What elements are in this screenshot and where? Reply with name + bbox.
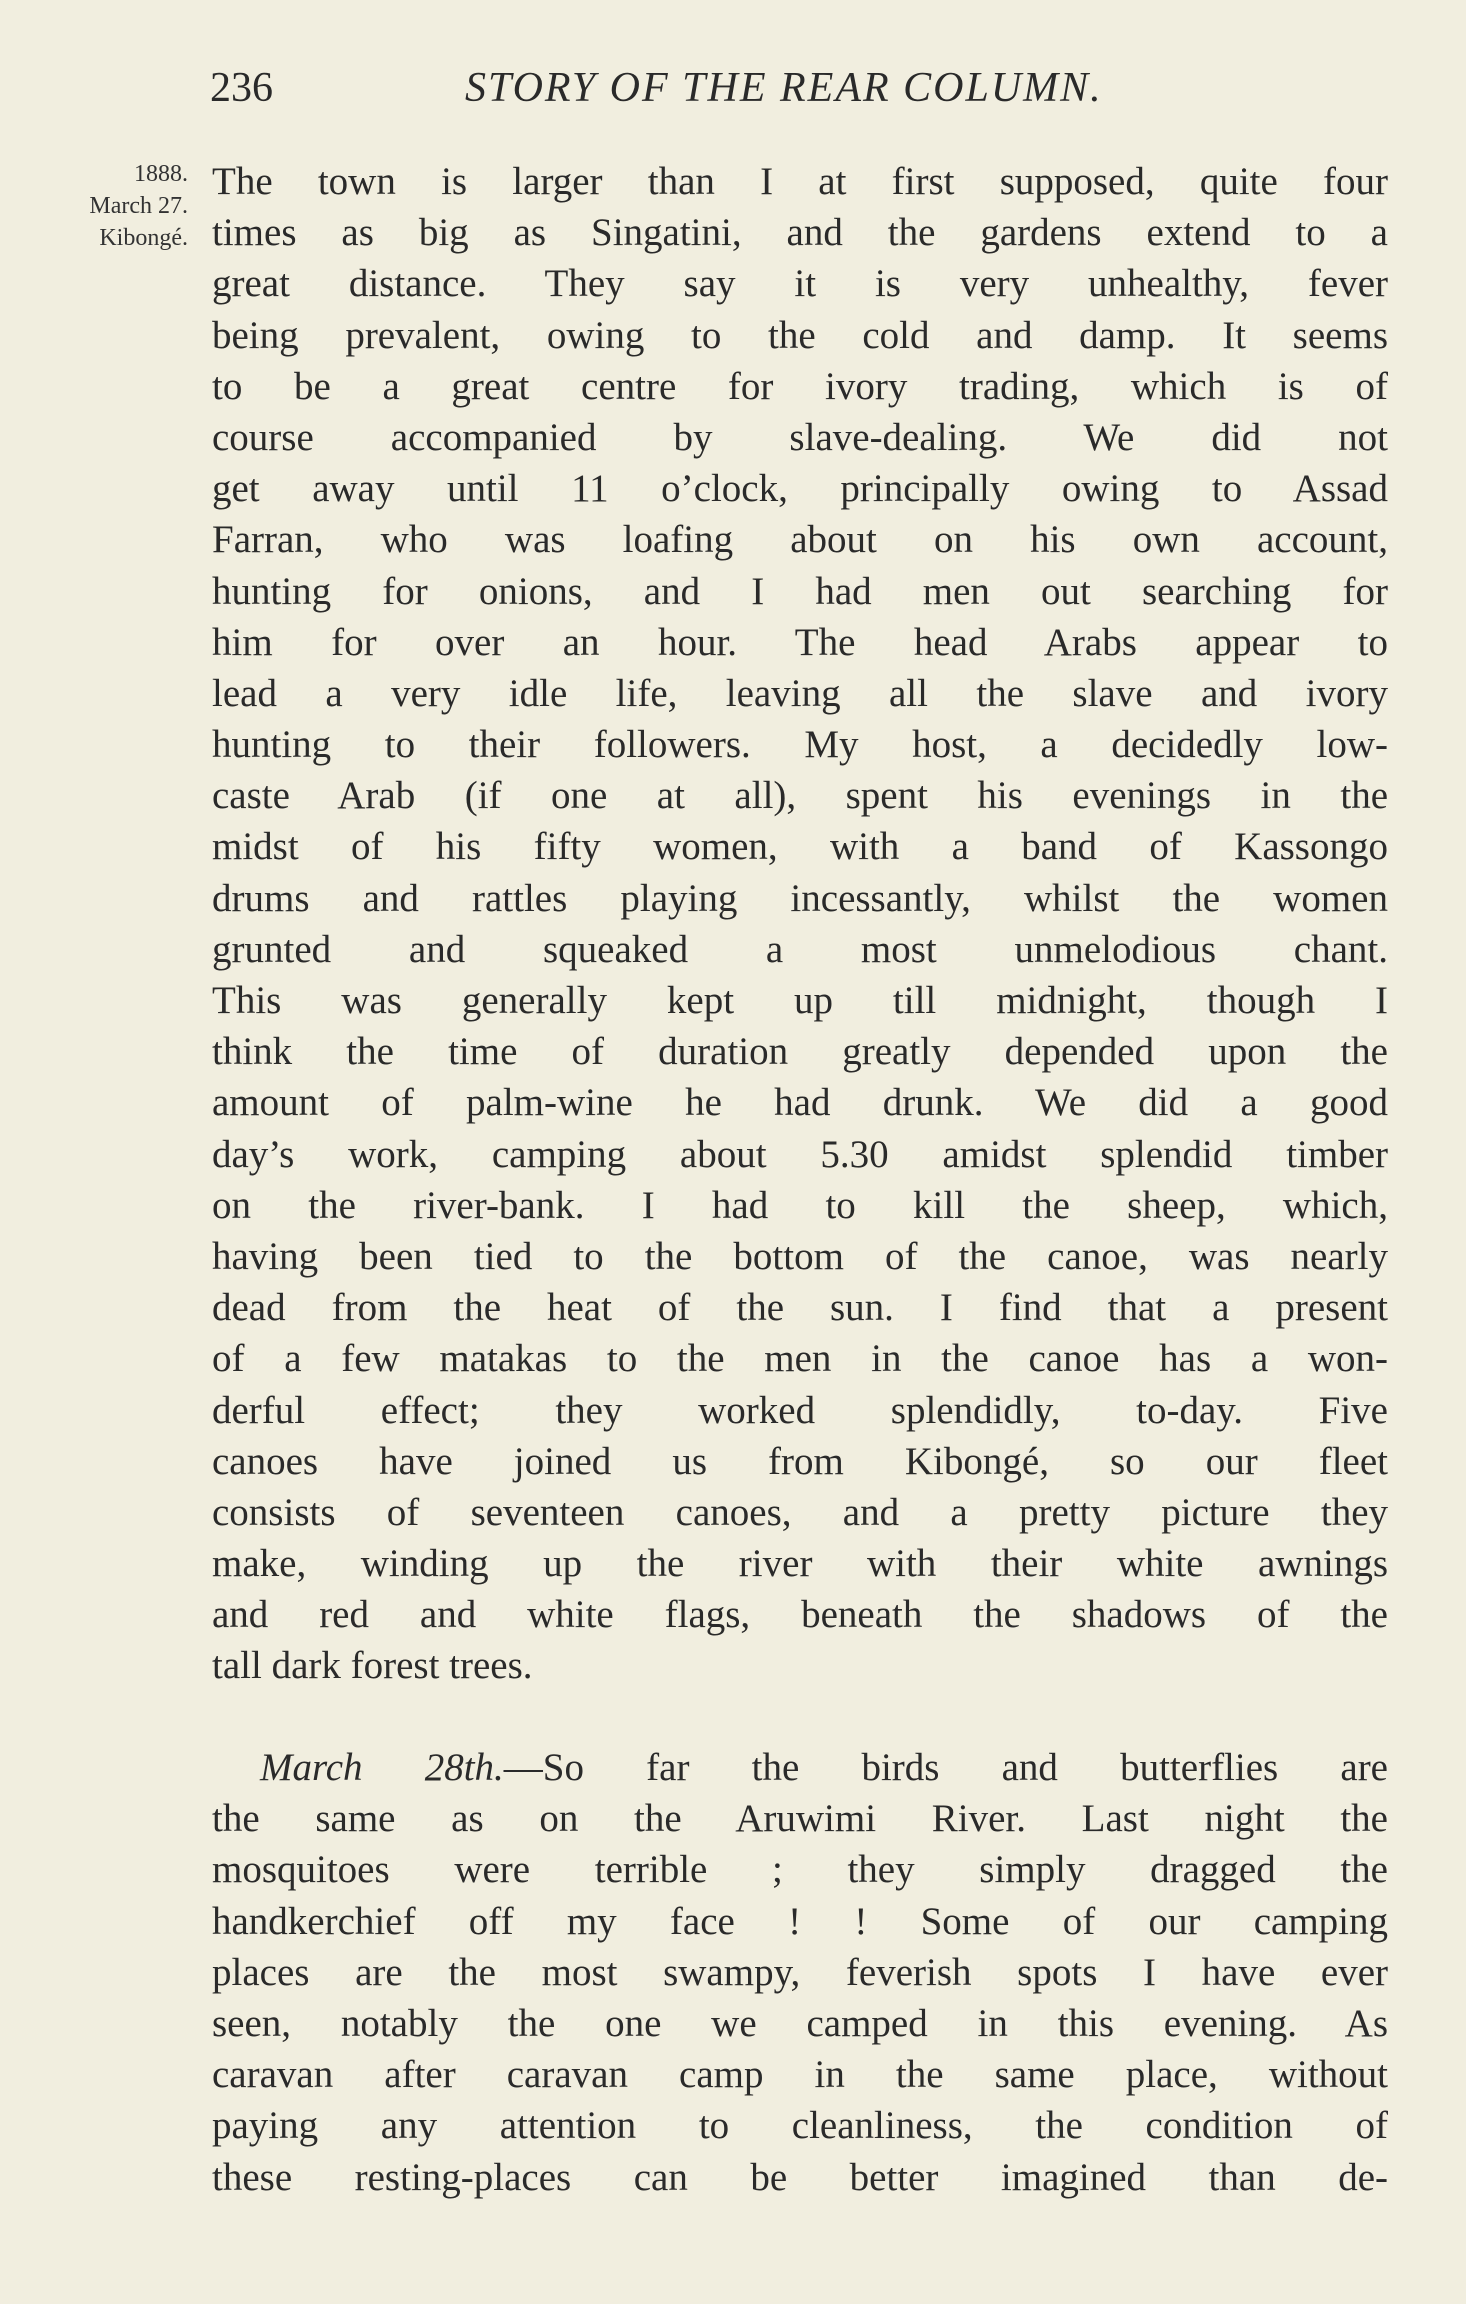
text-line: caste Arab (if one at all), spent his evenings in the — [212, 774, 1388, 818]
text-line: dead from the heat of the sun. I find that a present — [212, 1286, 1388, 1330]
first-line-text: —So far the birds and butterflies are — [503, 1746, 1388, 1789]
text-line: seen, notably the one we camped in this evening. As — [212, 2001, 1388, 2045]
paragraph-2 — [212, 1742, 1388, 2203]
text-line-first — [212, 1742, 1388, 1793]
text-line: get away until 11 o’clock, principally owing to Assad — [212, 467, 1388, 511]
text-line: being prevalent, owing to the cold and damp. It seems — [212, 313, 1388, 357]
running-head — [210, 58, 1390, 118]
text-line: having been tied to the bottom of the canoe, was nearly — [212, 1234, 1388, 1278]
text-line: mosquitoes were terrible ; they simply dragged the — [212, 1848, 1388, 1892]
text-line: lead a very idle life, leaving all the slave and ivory — [212, 671, 1388, 715]
text-line: grunted and squeaked a most unmelodious chant. — [212, 927, 1388, 971]
text-line: midst of his fifty women, with a band of Kassongo — [212, 825, 1388, 869]
text-line: think the time of duration greatly depended upon the — [212, 1030, 1388, 1074]
running-title: STORY OF THE REAR COLUMN. — [465, 65, 1103, 111]
text-line: caravan after caravan camp in the same place, without — [212, 2053, 1388, 2097]
text-line: course accompanied by slave-dealing. We did not — [212, 415, 1388, 459]
text-line: Farran, who was loafing about on his own account, — [212, 518, 1388, 562]
text-line: hunting for onions, and I had men out searching for — [212, 569, 1388, 613]
margin-note-place: Kibongé. — [99, 225, 188, 251]
paragraph-1 — [212, 156, 1388, 1692]
text-line: tall dark forest trees. — [212, 1644, 533, 1688]
text-line: the same as on the Aruwimi River. Last night the — [212, 1797, 1388, 1841]
text-line: make, winding up the river with their white awnings — [212, 1542, 1388, 1586]
margin-note-date: March 27. — [89, 193, 188, 219]
text-line: times as big as Singatini, and the gardens extend to a — [212, 211, 1388, 255]
text-line: This was generally kept up till midnight, though I — [212, 979, 1388, 1022]
text-line: of a few matakas to the men in the canoe has a won- — [212, 1337, 1388, 1381]
text-line: amount of palm-wine he had drunk. We did a good — [212, 1081, 1388, 1125]
text-line: great distance. They say it is very unhealthy, fever — [212, 262, 1388, 306]
text-line: canoes have joined us from Kibongé, so our fleet — [212, 1439, 1388, 1483]
text-line: these resting-places can be better imagined than de- — [212, 2155, 1388, 2199]
text-line: and red and white flags, beneath the shadows of the — [212, 1593, 1388, 1637]
text-line: derful effect; they worked splendidly, to-day. Five — [212, 1388, 1388, 1432]
text-line: places are the most swampy, feverish spots I have ever — [212, 1950, 1388, 1994]
text-line: drums and rattles playing incessantly, whilst the women — [212, 876, 1388, 920]
text-line: consists of seventeen canoes, and a pretty picture they — [212, 1490, 1388, 1534]
margin-note — [28, 158, 188, 254]
date-lead: March 28th. — [260, 1746, 504, 1789]
text-line: handkerchief off my face ! ! Some of our camping — [212, 1899, 1388, 1943]
text-line: hunting to their followers. My host, a decidedly low- — [212, 723, 1388, 767]
text-line: day’s work, camping about 5.30 amidst splendid timber — [212, 1132, 1388, 1176]
text-line: The town is larger than I at first supposed, quite four — [212, 160, 1388, 203]
text-line: on the river-bank. I had to kill the sheep, which, — [212, 1183, 1388, 1227]
margin-note-year: 1888. — [134, 161, 188, 187]
text-line: paying any attention to cleanliness, the condition of — [212, 2104, 1388, 2148]
text-line: him for over an hour. The head Arabs appear to — [212, 620, 1388, 664]
page-number: 236 — [210, 65, 273, 111]
text-line: to be a great centre for ivory trading, which is of — [212, 364, 1388, 408]
